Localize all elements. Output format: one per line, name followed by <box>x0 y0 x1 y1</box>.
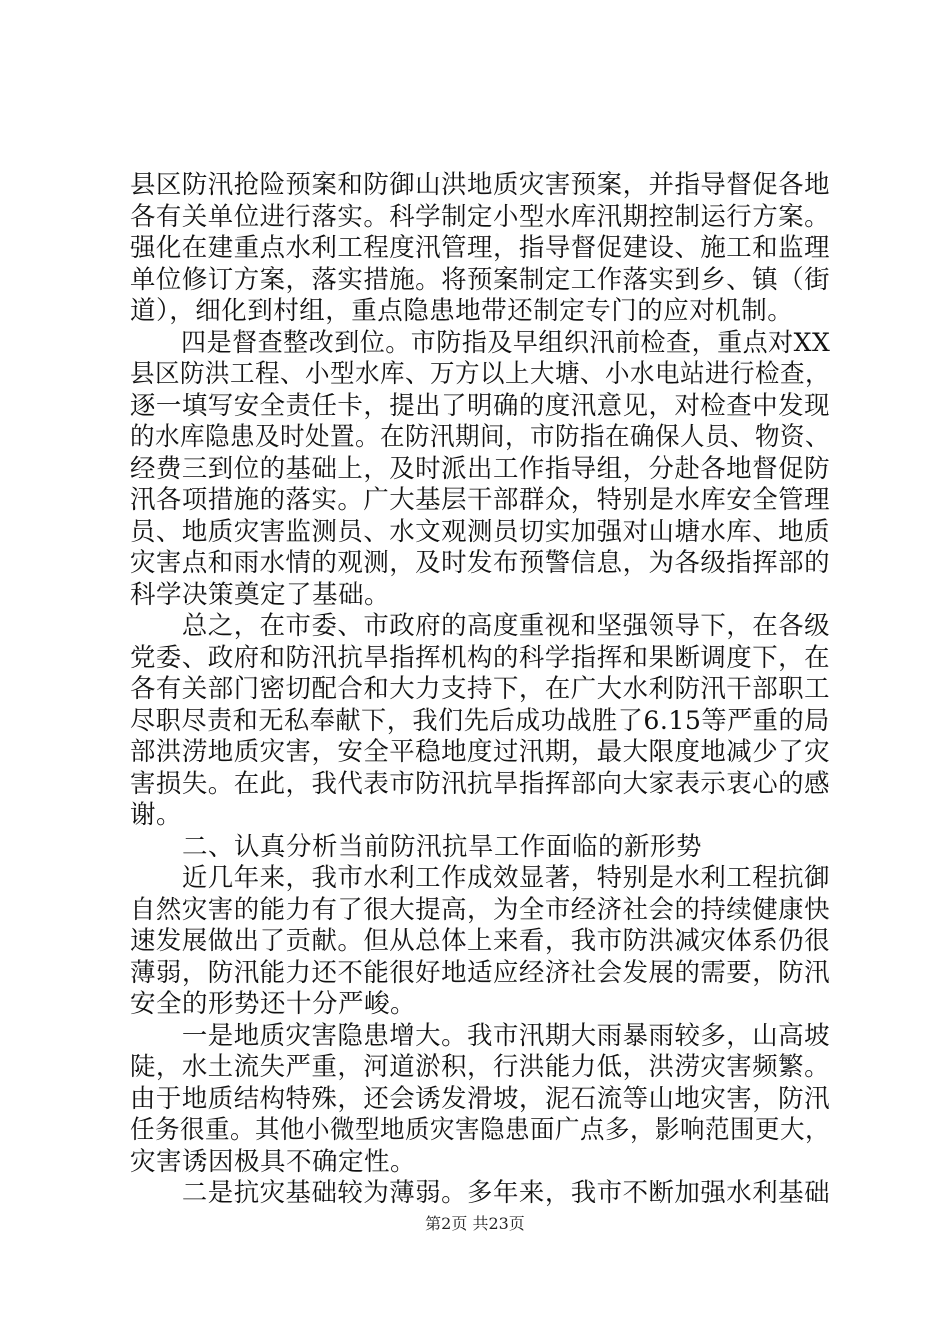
text-line: 近几年来，我市水利工作成效显著，特别是水利工程抗御 <box>130 863 831 893</box>
text-line: 强化在建重点水利工程度汛管理，指导督促建设、施工和监理 <box>130 233 831 263</box>
text-line: 二、认真分析当前防汛抗旱工作面临的新形势 <box>130 831 703 862</box>
text-line: 道），细化到村组，重点隐患地带还制定专门的应对机制。 <box>130 296 794 326</box>
text-line: 尽职尽责和无私奉献下，我们先后成功战胜了6.15等严重的局 <box>130 705 830 736</box>
text-line: 部洪涝地质灾害，安全平稳地度过汛期，最大限度地减少了灾 <box>130 737 831 767</box>
text-line: 灾害点和雨水情的观测，及时发布预警信息，为各级指挥部的 <box>130 548 831 578</box>
text-line: 任务很重。其他小微型地质灾害隐患面广点多，影响范围更大， <box>130 1115 831 1145</box>
text-line: 县区防洪工程、小型水库、万方以上大塘、小水电站进行检查， <box>130 359 831 389</box>
text-line: 一是地质灾害隐患增大。我市汛期大雨暴雨较多，山高坡 <box>130 1020 831 1051</box>
text-line: 党委、政府和防汛抗旱指挥机构的科学指挥和果断调度下，在 <box>130 642 831 673</box>
text-line: 自然灾害的能力有了很大提高，为全市经济社会的持续健康快 <box>130 894 831 925</box>
text-line: 总之，在市委、市政府的高度重视和坚强领导下，在各级 <box>130 611 831 641</box>
text-line: 各有关部门密切配合和大力支持下，在广大水利防汛干部职工 <box>130 674 831 704</box>
page-footer: 第2页 共23页 <box>425 1214 525 1233</box>
text-line: 薄弱，防汛能力还不能很好地适应经济社会发展的需要，防汛 <box>130 957 831 988</box>
text-line: 的水库隐患及时处置。在防汛期间，市防指在确保人员、物资、 <box>130 422 831 452</box>
text-line: 汛各项措施的落实。广大基层干部群众，特别是水库安全管理 <box>130 485 831 515</box>
text-line: 害损失。在此，我代表市防汛抗旱指挥部向大家表示衷心的感 <box>130 768 831 799</box>
text-line: 各有关单位进行落实。科学制定小型水库汛期控制运行方案。 <box>130 201 831 232</box>
text-line: 科学决策奠定了基础。 <box>130 579 391 610</box>
text-line: 逐一填写安全责任卡，提出了明确的度汛意见，对检查中发现 <box>130 390 831 421</box>
body-text <box>130 170 830 1210</box>
text-line: 速发展做出了贡献。但从总体上来看，我市防洪减灾体系仍很 <box>130 926 831 956</box>
text-line: 单位修订方案，落实措施。将预案制定工作落实到乡、镇（街 <box>130 264 831 295</box>
text-line: 二是抗灾基础较为薄弱。多年来，我市不断加强水利基础 <box>130 1178 831 1208</box>
text-line: 安全的形势还十分严峻。 <box>130 989 417 1019</box>
text-line: 由于地质结构特殊，还会诱发滑坡，泥石流等山地灾害，防汛 <box>130 1083 831 1114</box>
text-line: 灾害诱因极具不确定性。 <box>130 1146 417 1177</box>
text-line: 陡，水土流失严重，河道淤积，行洪能力低，洪涝灾害频繁。 <box>130 1052 831 1082</box>
text-line: 员、地质灾害监测员、水文观测员切实加强对山塘水库、地质 <box>130 516 831 547</box>
text-line: 经费三到位的基础上，及时派出工作指导组，分赴各地督促防 <box>130 453 831 484</box>
text-line: 四是督查整改到位。市防指及早组织汛前检查，重点对XX <box>130 327 831 358</box>
text-line: 县区防汛抢险预案和防御山洪地质灾害预案，并指导督促各地 <box>130 170 831 200</box>
text-line: 谢。 <box>130 800 183 830</box>
